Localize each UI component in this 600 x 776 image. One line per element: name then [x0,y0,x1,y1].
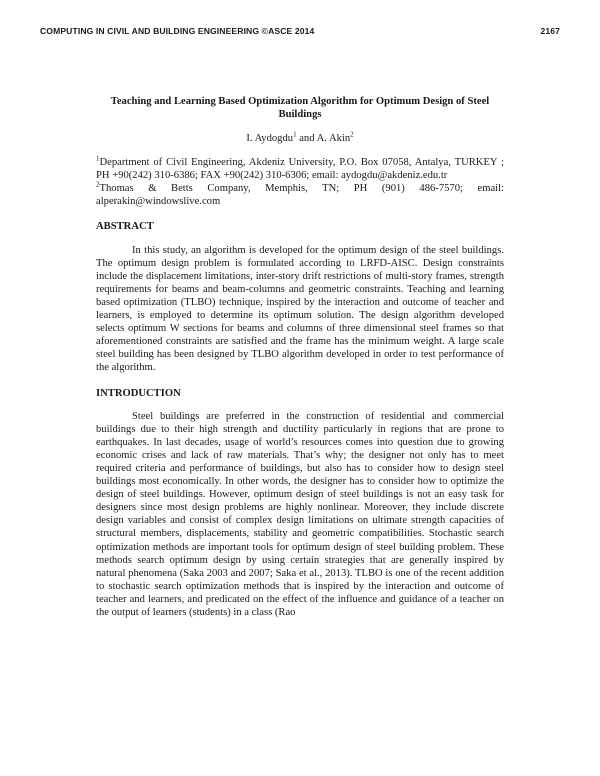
introduction-paragraph: Steel buildings are preferred in the construction of residential and commercial buildings due to their high strength and ductility particularly in regions that are prone to earthquakes. In last decades, usage of world’s resources comes into question due to growing economic crises and lack of raw materials. That’s why; the designer not only has to meet required criteria and performance of buildings, but also has to consider how to design steel buildings most economically. In other words, the designer has to consider how to optimize the design of steel buildings. However, optimum design of steel buildings is not an easy task for designers since most design problems are highly nonlinear. Moreover, they include discrete design variables and consist of complex design limitations on ultimate strength capacities of structural members, displacements, stability and geometric compatibilities. Stochastic search optimization methods are important tools for optimum design of steel building problem. These methods search optimum design by using certain strategies that are generally inspired by natural phenomena (Saka 2003 and 2007; Saka et al., 2013). TLBO is one of the recent addition to stochastic search optimization methods that is inspired by the interaction and outcome of teacher and learners, and predicated on the effect of the influence and guidance of a teacher on the output of learners (students) in a class (Rao [96,410,504,618]
author-sup: 2 [350,130,354,139]
affiliation-text: Thomas & Betts Company, Memphis, TN; PH (901) 486-7570; email: alperakin@windowslive.com [96,183,504,208]
author-name: I. Aydogdu [246,133,294,144]
affiliation-1 [96,156,504,182]
affiliation-sup: 2 [96,180,100,189]
journal-header: COMPUTING IN CIVIL AND BUILDING ENGINEERING ©ASCE 2014 [40,26,315,36]
page-number: 2167 [540,26,560,36]
running-header [40,26,560,40]
affiliation-text: Department of Civil Engineering, Akdeniz University, P.O. Box 07058, Antalya, TURKEY ; PH +90(242) 310-6386; FAX +90(242) 310-6306; email: aydogdu@akdeniz.edu.tr [96,157,504,182]
abstract-heading: ABSTRACT [96,221,154,233]
paper-body [96,96,504,619]
abstract-paragraph: In this study, an algorithm is developed for the optimum design of the steel buildings. The optimum design problem is formulated according to LRFD-AISC. Design constraints include the displacement limitations, inter-story drift restrictions of multi-story frames, strength requirements for beams and beam-columns and geometric constraints. Teaching and learning based optimization (TLBO) technique, inspired by the interaction and outcome of teacher and learners, is employed to determine its optimum solution. The design algorithm developed selects optimum W sections for beams and columns of three dimensional steel frames so that aforementioned constraints are satisfied and the frame has the minimum weight. A large scale steel building has been designed by TLBO algorithm developed in order to test performance of the algorithm. [96,244,504,374]
author-name: A. Akin [316,133,351,144]
affiliation-2 [96,182,504,208]
affiliations [96,156,504,208]
author-sup: 1 [293,130,297,139]
author-separator: and [296,133,317,144]
affiliation-sup: 1 [96,154,100,163]
author-line [96,132,504,145]
paper-title: Teaching and Learning Based Optimization Algorithm for Optimum Design of Steel Buildings [110,96,490,120]
introduction-heading: INTRODUCTION [96,387,181,399]
